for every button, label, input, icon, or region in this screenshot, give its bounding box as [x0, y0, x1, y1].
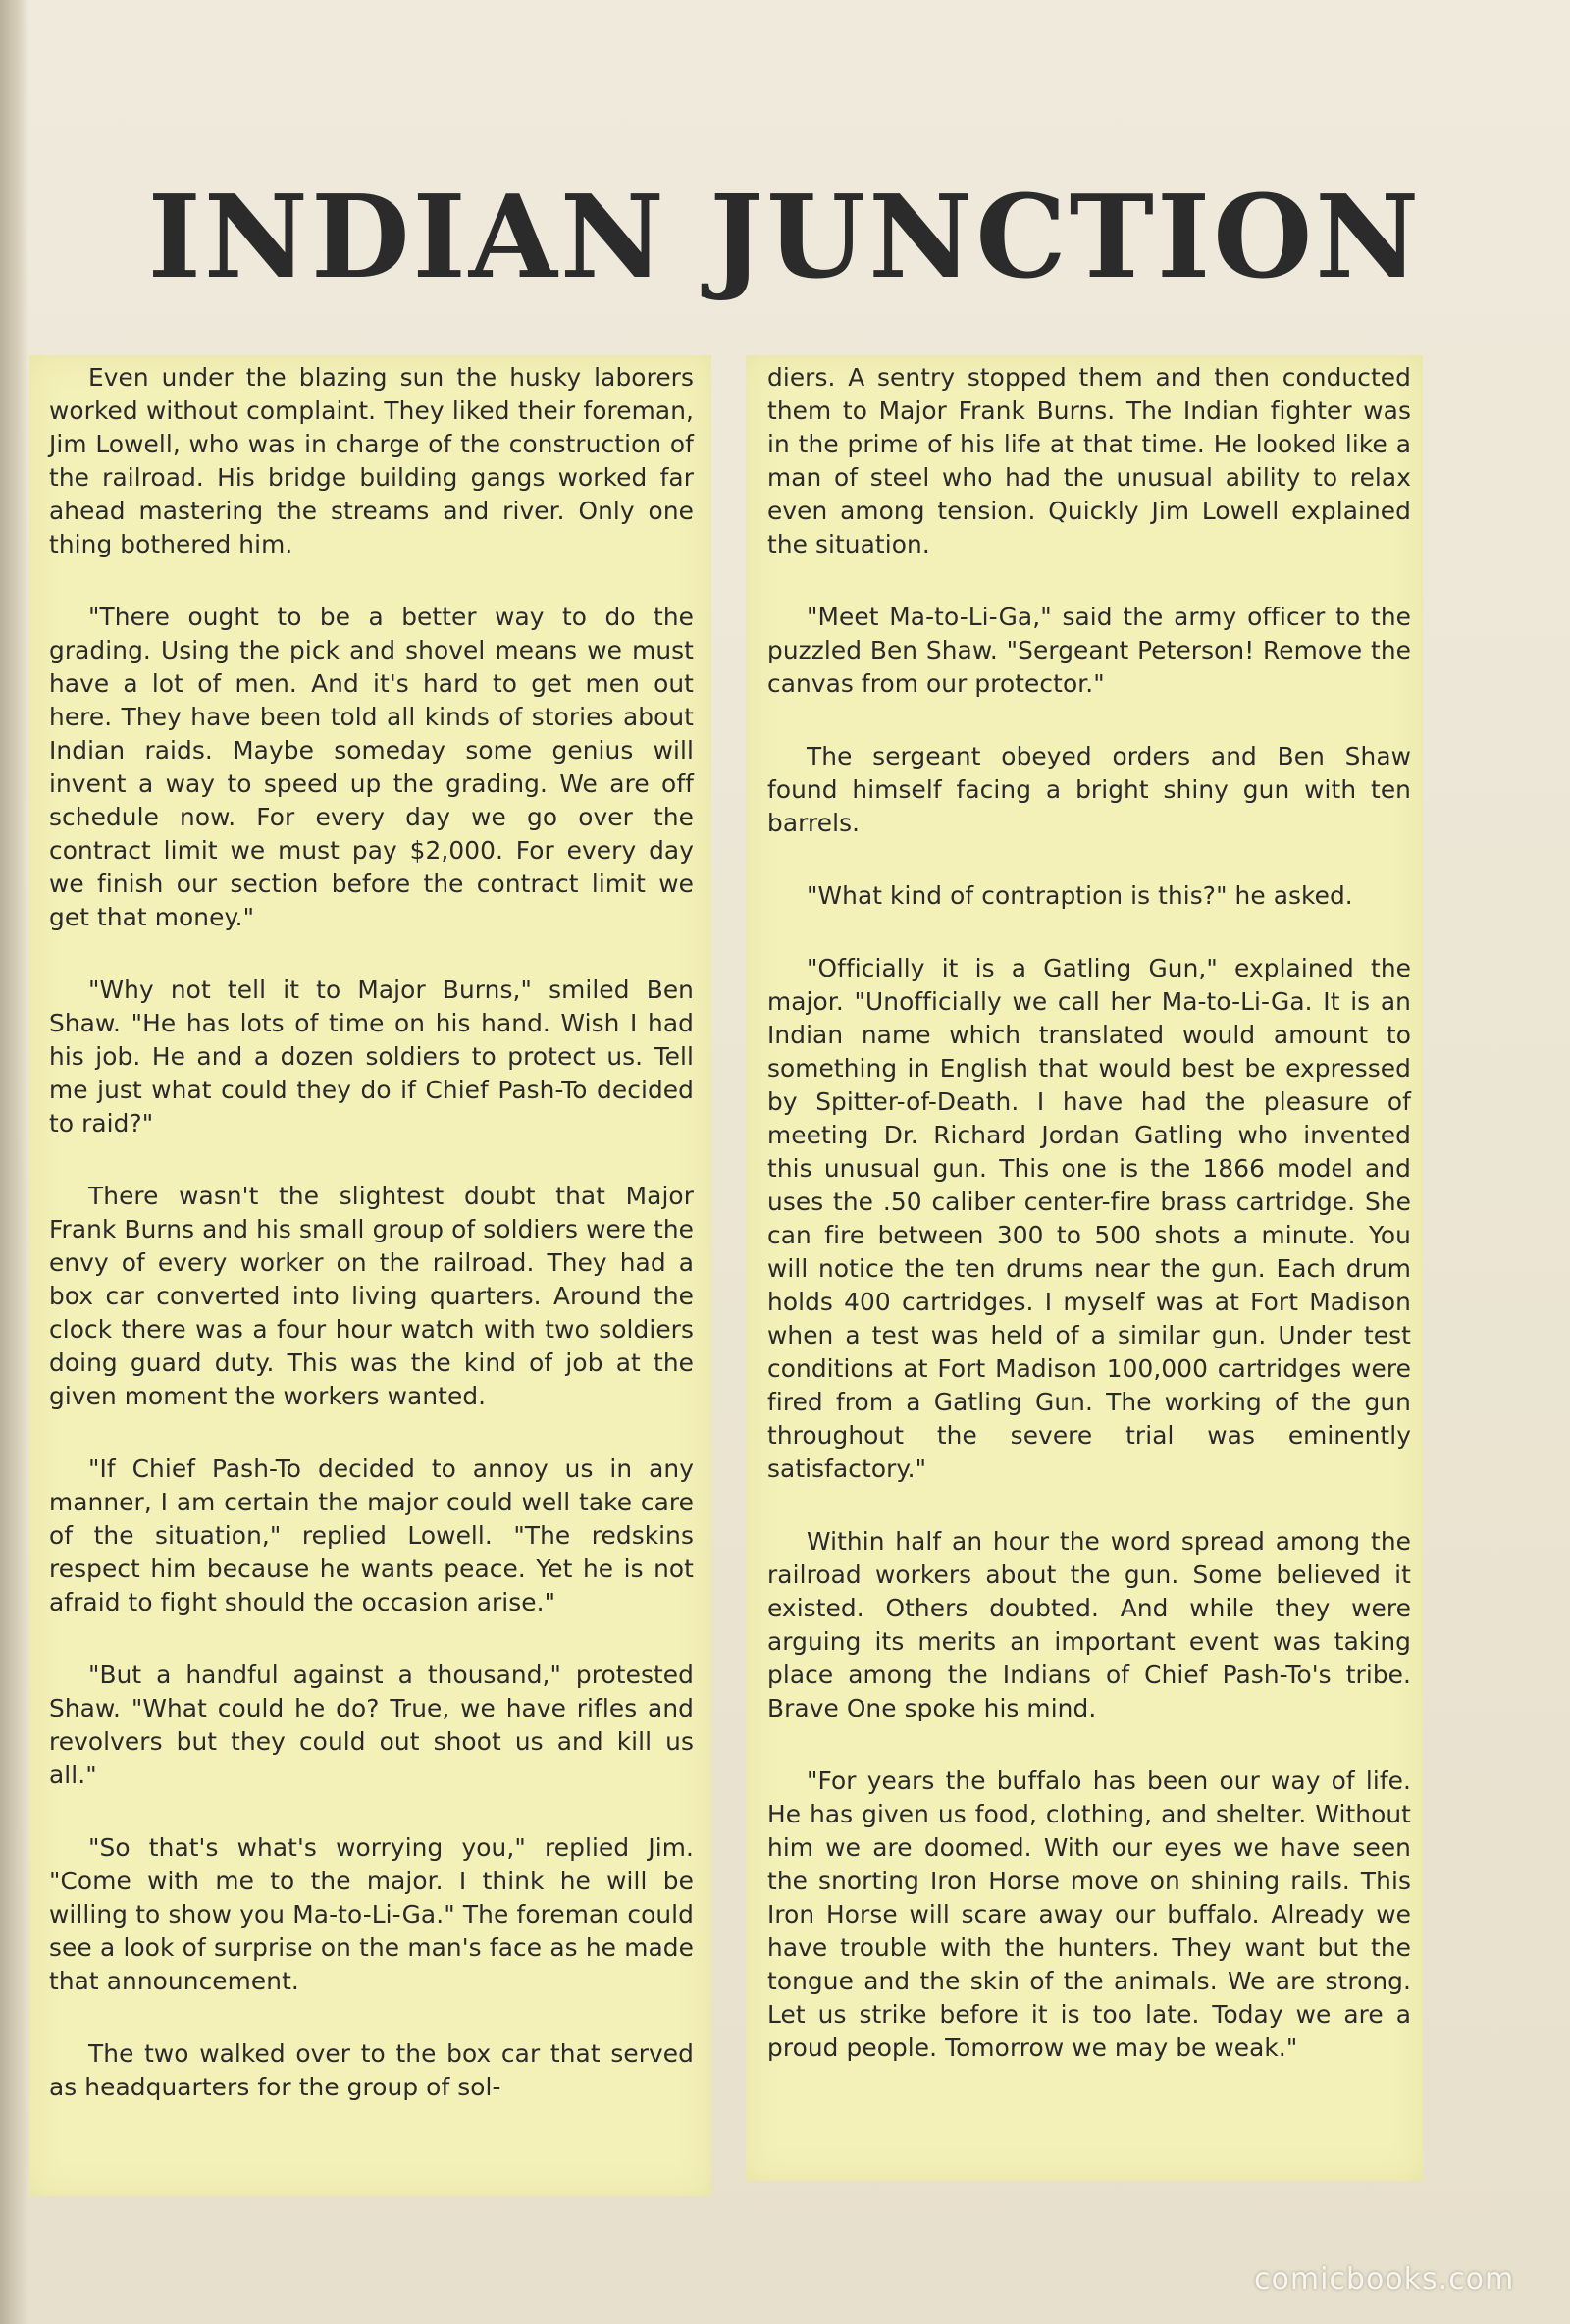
paragraph: "What kind of contraption is this?" he asked. — [807, 881, 1353, 910]
paragraph: "Meet Ma-to-Li-Ga," said the army officer to the puzzled Ben Shaw. "Sergeant Peterson! Remove the canvas from our protector." — [767, 603, 1411, 698]
right-text-column — [746, 355, 1423, 2181]
paragraph: There wasn't the slightest doubt that Major Frank Burns and his small group of soldiers were the envy of every worker on the railroad. They had a box car converted into living quarters. Around the clock there was a four hour watch with two soldiers doing guard duty. This was the kind of job at the given moment the workers wanted. — [49, 1182, 694, 1410]
paragraph: The two walked over to the box car that served as headquarters for the group of sol- — [49, 2039, 694, 2101]
paragraph: "For years the buffalo has been our way of life. He has given us food, clothing, and shelter. Without him we are doomed. With our eyes we have seen the snorting Iron Horse move on shining rails. This Iron Horse will scare away our buffalo. Already we have trouble with the hunters. They want but the tongue and the skin of the animals. We are strong. Let us strike before it is too late. Today we are a proud people. Tomorrow we may be weak." — [767, 1767, 1411, 2062]
story-title: INDIAN JUNCTION — [147, 171, 1423, 304]
paragraph-continued: diers. A sentry stopped them and then conducted them to Major Frank Burns. The Indian fighter was in the prime of his life at that time. He looked like a man of steel who had the unusual ability to relax even among tension. Quickly Jim Lowell explained the situation. — [767, 363, 1411, 558]
paragraph: Even under the blazing sun the husky laborers worked without complaint. They liked their foreman, Jim Lowell, who was in charge of the construction of the railroad. His bridge building gangs worked far ahead mastering the streams and river. Only one thing bothered him. — [49, 363, 694, 558]
left-text-column — [29, 355, 711, 2196]
paragraph: "Why not tell it to Major Burns," smiled Ben Shaw. "He has lots of time on his hand. Wish I had his job. He and a dozen soldiers to protect us. Tell me just what could they do if Chief Pash-To decided to raid?" — [49, 976, 694, 1137]
paragraph: "If Chief Pash-To decided to annoy us in any manner, I am certain the major could well take care of the situation," replied Lowell. "The redskins respect him because he wants peace. Yet he is not afraid to fight should the occasion arise." — [49, 1454, 694, 1616]
paragraph: The sergeant obeyed orders and Ben Shaw found himself facing a bright shiny gun with ten barrels. — [767, 742, 1411, 837]
paragraph: Within half an hour the word spread among the railroad workers about the gun. Some believed it existed. Others doubted. And while they were arguing its merits an important event was taking place among the Indians of Chief Pash-To's tribe. Brave One spoke his mind. — [767, 1527, 1411, 1722]
paragraph: "So that's what's worrying you," replied Jim. "Come with me to the major. I think he will be willing to show you Ma-to-Li-Ga." The foreman could see a look of surprise on the man's face as he made that announcement. — [49, 1833, 694, 1995]
watermark-text: comicbooks.com — [1254, 2262, 1515, 2297]
paragraph: "Officially it is a Gatling Gun," explained the major. "Unofficially we call her Ma-to-Li-Ga. It is an Indian name which translated would amount to something in English that would best be expressed by Spitter-of-Death. I have had the pleasure of meeting Dr. Richard Jordan Gatling who invented this unusual gun. This one is the 1866 model and uses the .50 caliber center-fire brass cartridge. She can fire between 300 to 500 shots a minute. You will notice the ten drums near the gun. Each drum holds 400 cartridges. I myself was at Fort Madison when a test was held of a similar gun. Under test conditions at Fort Madison 100,000 cartridges were fired from a Gatling Gun. The working of the gun throughout the severe trial was eminently satisfactory." — [767, 954, 1411, 1483]
page-edge-shadow — [0, 0, 29, 2324]
paragraph: "There ought to be a better way to do the grading. Using the pick and shovel means we must have a lot of men. And it's hard to get men out here. They have been told all kinds of stories about Indian raids. Maybe someday some genius will invent a way to speed up the grading. We are off schedule now. For every day we go over the contract limit we must pay $2,000. For every day we finish our section before the contract limit we get that money." — [49, 603, 694, 931]
paragraph: "But a handful against a thousand," protested Shaw. "What could he do? True, we have rifles and revolvers but they could out shoot us and kill us all." — [49, 1661, 694, 1789]
